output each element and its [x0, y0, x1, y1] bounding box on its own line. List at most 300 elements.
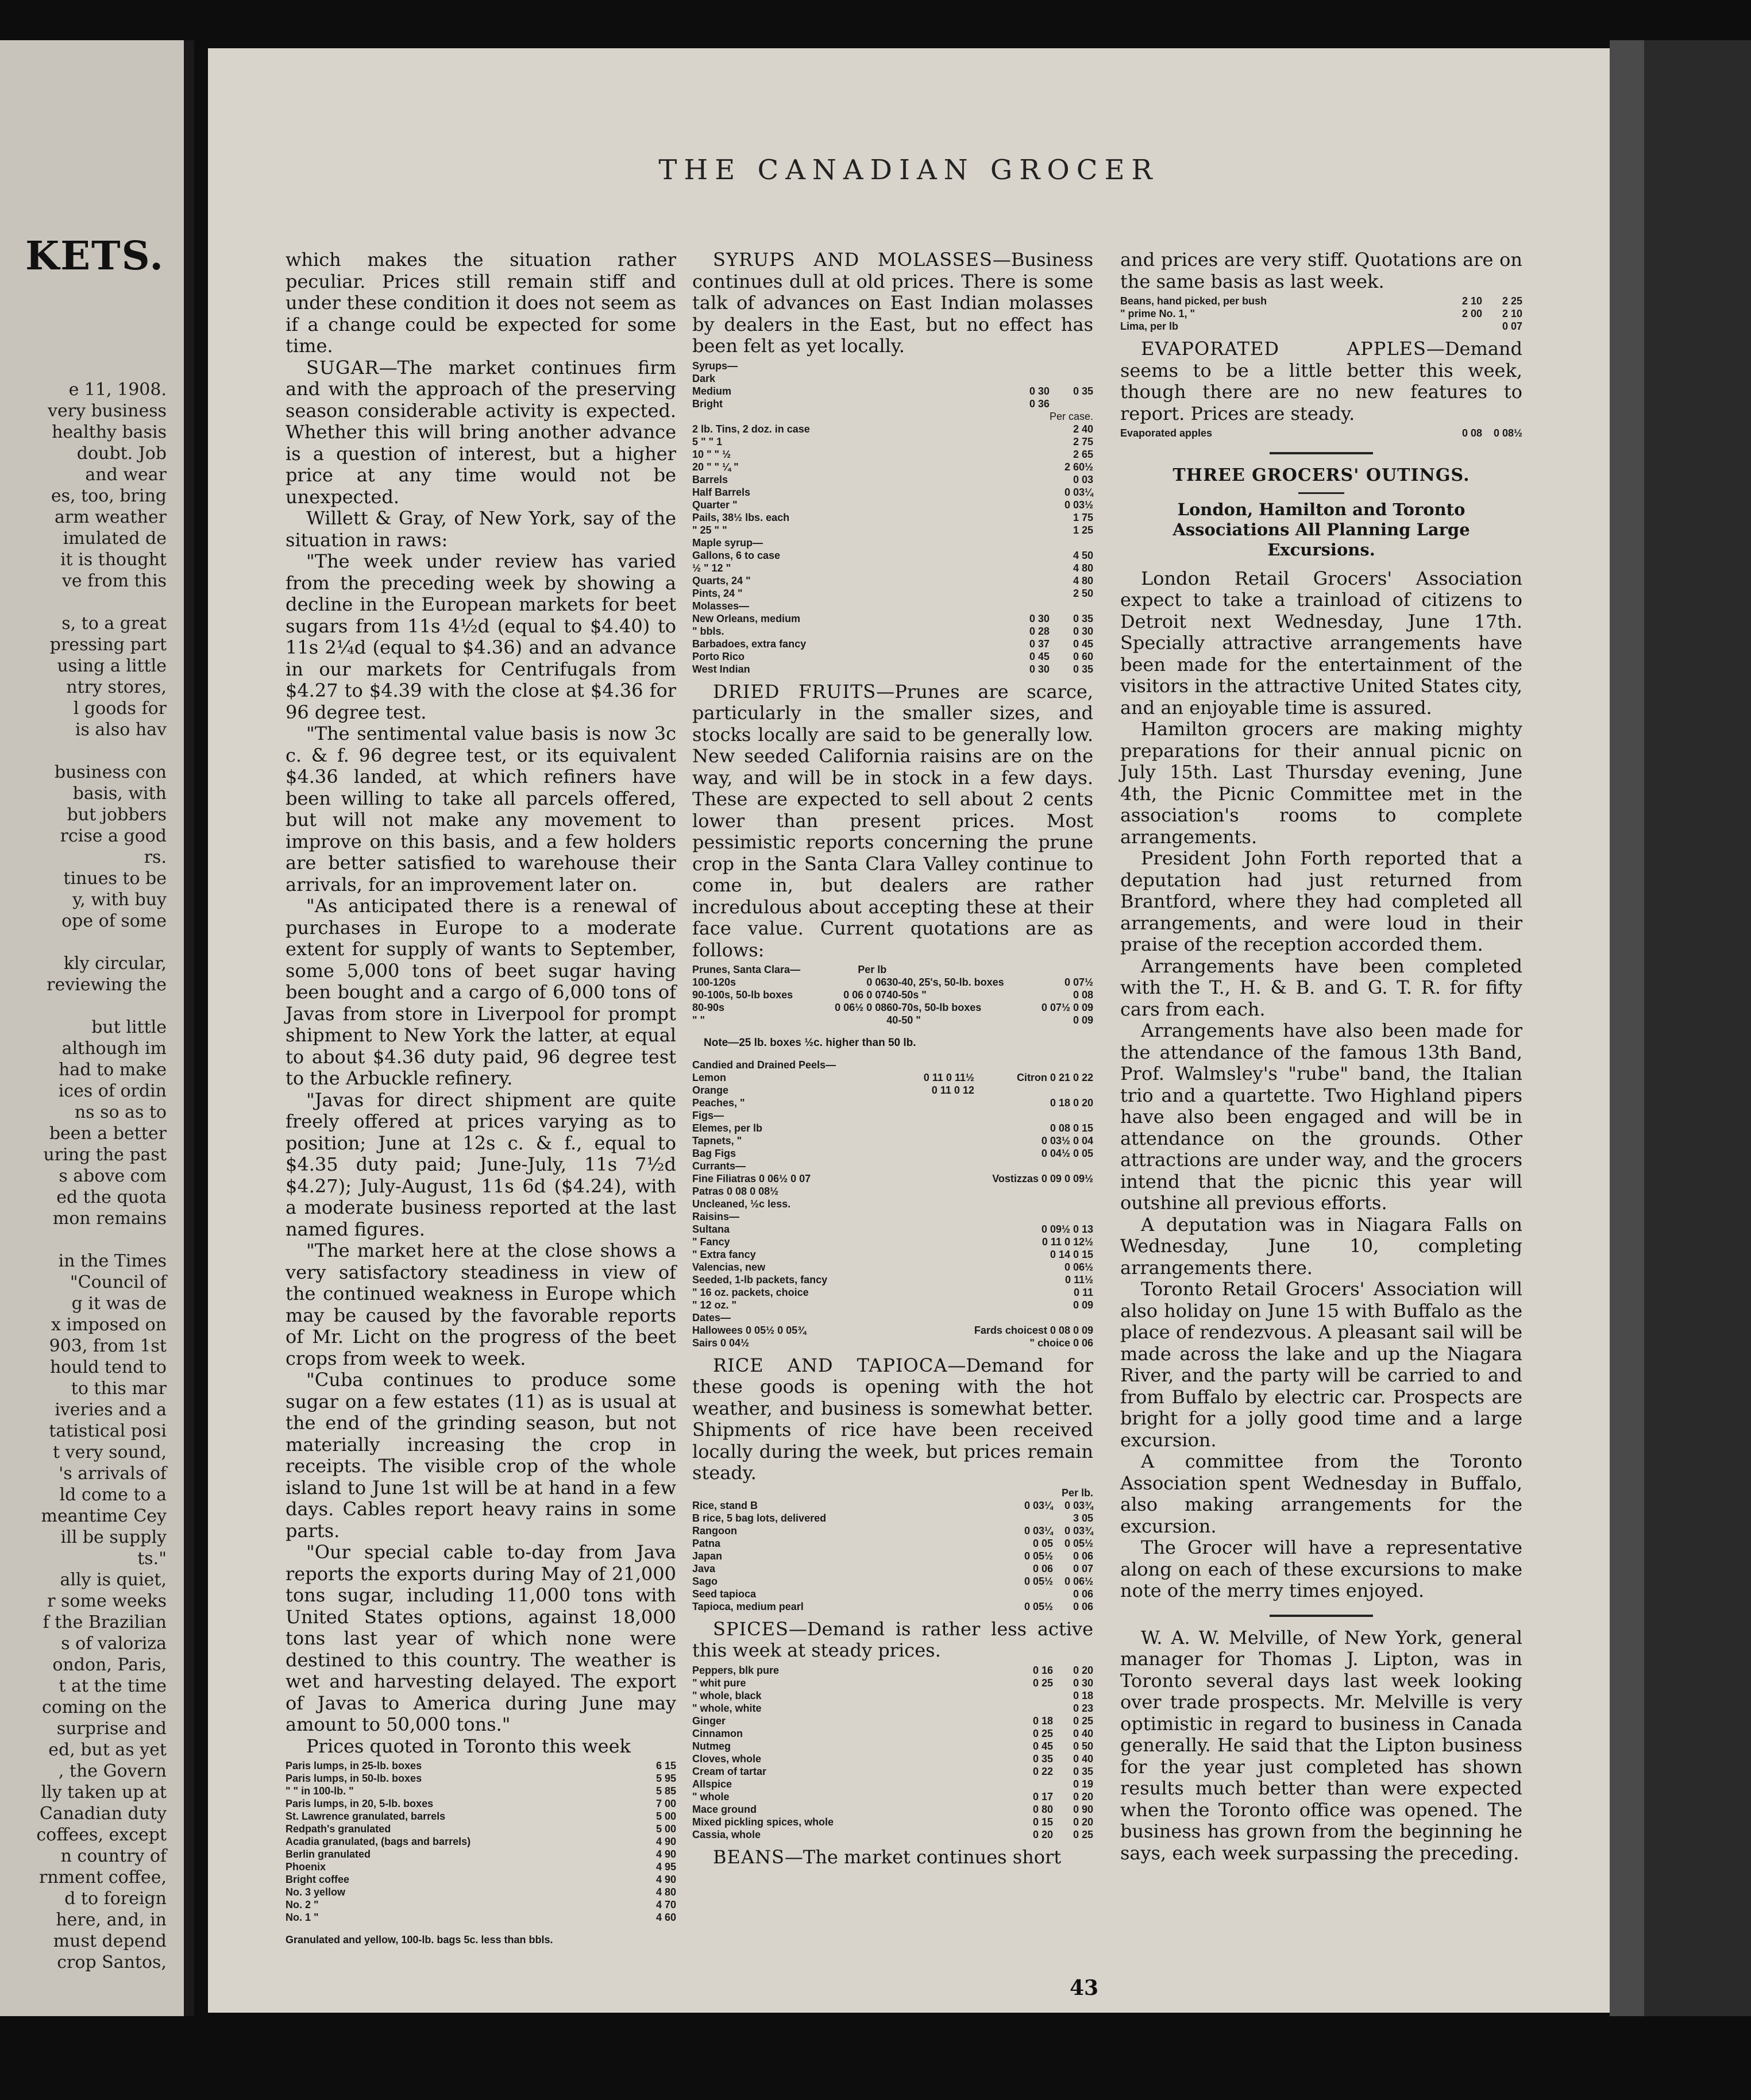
item-price: 0 08 0 15	[1050, 1122, 1093, 1134]
facing-page-line: business con	[54, 762, 167, 782]
item-price: 0 30	[1029, 385, 1050, 397]
item-price	[1009, 372, 1050, 385]
item-price: 0 06 0 07	[843, 989, 887, 1001]
price-row	[286, 1886, 676, 1898]
item-name: " whit pure	[692, 1677, 746, 1689]
item-price: 5 95	[655, 1773, 676, 1784]
item-price: 4 90	[655, 1874, 676, 1885]
facing-page-line: rs.	[144, 847, 167, 867]
running-head: THE CANADIAN GROCER	[658, 154, 1159, 186]
price-row	[692, 435, 1093, 448]
item-price: 0 40	[1073, 1727, 1093, 1739]
item-price: 0 04½ 0 05	[1041, 1147, 1093, 1159]
item-price	[1009, 486, 1050, 499]
facing-page-line	[0, 932, 167, 953]
item-price	[924, 1059, 974, 1071]
item-price: 0 90	[1073, 1803, 1093, 1815]
item-price: Vostizzas 0 09 0 09½	[992, 1172, 1093, 1184]
item-price: 0 18	[1032, 1715, 1053, 1727]
item-name: Uncleaned, ½c less.	[692, 1198, 791, 1210]
item-price	[1050, 372, 1093, 385]
item-price: 0 03¼	[1064, 486, 1093, 498]
item-price	[835, 1014, 886, 1026]
item-price: 5 85	[655, 1785, 676, 1797]
facing-page-heading: KETS.	[25, 233, 164, 279]
item-name: " whole, black	[692, 1689, 762, 1701]
column-3	[1120, 249, 1522, 1864]
paragraph: "Cuba continues to produce some sugar on a few estates (11) as is usual at the end of the grinding season, but not materially increasing the crop in receipts. The visible crop of the whole island to June 1st will be at hand in a few days. Cables report heavy rains in some parts.	[286, 1369, 676, 1542]
facing-page-line: ondon, Paris,	[52, 1655, 167, 1675]
price-row	[692, 1828, 1093, 1841]
item-price: 2 50	[1073, 587, 1093, 599]
item-price: 0 16	[1032, 1664, 1053, 1676]
item-name: 5 " " 1	[692, 435, 723, 447]
item-price	[1050, 600, 1093, 612]
item-price: 3 05	[1073, 1512, 1093, 1524]
facing-page-line: but jobbers	[67, 805, 167, 825]
item-price: 0 09	[1073, 1014, 1093, 1026]
price-row	[692, 1147, 1093, 1160]
item-price: 2 25	[1502, 295, 1522, 307]
item-price: 1 75	[1073, 511, 1093, 523]
facing-page-line: imulated de	[63, 528, 167, 549]
item-price: 2 00	[1461, 308, 1482, 319]
item-price: 0 14 0 15	[1050, 1248, 1093, 1260]
paragraph: Arrangements have been completed with the T., H. & B. and G. T. R. for fifty cars from each.	[1120, 955, 1522, 1020]
price-row	[692, 397, 1093, 410]
item-price	[974, 1059, 1093, 1071]
facing-page-line: rcise a good	[60, 826, 167, 846]
paragraph: "Our special cable to-day from Java reports the exports during May of 21,000 tons sugar, including 11,000 tons with United States options, against 18,000 tons last year of which none were destined to this country. The weather is wet and harvesting delayed. The export of Javas to America during June may amount to 50,000 tons."	[286, 1541, 676, 1735]
item-price: 0 35	[1073, 612, 1093, 624]
price-row	[286, 1835, 676, 1848]
item-price: Citron 0 21 0 22	[1016, 1071, 1093, 1083]
facing-page-line	[0, 592, 167, 613]
item-price: 0 03¼	[1024, 1499, 1053, 1511]
price-row	[692, 1765, 1093, 1778]
price-row	[692, 625, 1093, 638]
price-row	[286, 1772, 676, 1785]
facing-page-line: ed, but as yet	[48, 1740, 167, 1760]
item-price	[924, 1109, 974, 1122]
paragraph: A deputation was in Niagara Falls on Wednesday, June 10, completing arrangements there.	[1120, 1213, 1522, 1279]
item-price: 0 06	[866, 976, 887, 988]
facing-page-line: g it was de	[71, 1294, 167, 1314]
item-price: 0 35	[1073, 385, 1093, 397]
price-row	[692, 1210, 1093, 1223]
section-lead: SPICES	[713, 1618, 789, 1640]
item-name: Barrels	[692, 473, 728, 485]
item-price: 4 95	[655, 1861, 676, 1873]
price-row	[692, 1172, 1093, 1185]
item-price	[1009, 473, 1050, 486]
paragraph: W. A. W. Melville, of New York, general manager for Thomas J. Lipton, was in Toronto several days last week looking over trade prospects. Mr. Melville is very optimistic in regard to business in Canada generally. He said that the Lipton business for the year just completed has shown results much better than were expected when the Toronto office was opened. The business has grown from the beginning he says, each week surpassing the preceding.	[1120, 1626, 1522, 1864]
item-price: 0 03½ 0 04	[1041, 1134, 1093, 1146]
item-price: 4 90	[655, 1848, 676, 1860]
paragraph: Arrangements have also been made for the attendance of the famous 13th Band, Prof. Walmsley's "rube" band, the Italian trio and a quartette. Two Highland pipers have also been engaged and will be in attendance on the grounds. Other attractions are under way, and the grocers intend that the picnic this year will outshine all previous efforts.	[1120, 1020, 1522, 1214]
item-name: Molasses—	[692, 600, 750, 612]
price-row	[286, 1810, 676, 1823]
item-price: 0 11 0 11½	[923, 1071, 974, 1083]
price-row	[692, 1299, 1093, 1311]
facing-page-line: tatistical posi	[49, 1421, 167, 1441]
item-price: 0 20	[1073, 1664, 1093, 1676]
facing-page-line: using a little	[57, 656, 167, 676]
facing-page-line: tinues to be	[63, 868, 167, 889]
item-price: 6 15	[655, 1760, 676, 1771]
facing-page-line: healthy basis	[52, 422, 167, 442]
item-name: Patras 0 08 0 08½	[692, 1185, 779, 1197]
item-price	[1013, 1778, 1053, 1790]
item-name: Dates—	[692, 1311, 731, 1323]
item-name: Pints, 24 "	[692, 587, 743, 599]
item-price	[1009, 410, 1050, 423]
item-price: 0 05½	[1024, 1550, 1053, 1562]
price-row	[1120, 427, 1522, 439]
price-row	[692, 612, 1093, 625]
facing-page-line: mon remains	[52, 1209, 167, 1229]
item-price: 0 45	[1073, 638, 1093, 650]
price-row	[286, 1759, 676, 1772]
item-price: 0 23	[1073, 1702, 1093, 1714]
item-price	[1009, 524, 1050, 536]
item-price	[1013, 1588, 1053, 1600]
paragraph: SUGAR—The market continues firm and with the approach of the preserving season considerable activity is expected. Whether this will bring another advance is a question of interest, but a higher price at any time would not be unexpected.	[286, 356, 676, 508]
item-name: " whole, white	[692, 1702, 762, 1714]
facing-page-line: had to make	[59, 1060, 167, 1080]
item-name: " Fancy	[692, 1236, 730, 1248]
item-price: 0 25	[1032, 1727, 1053, 1739]
item-name: Half Barrels	[692, 486, 751, 498]
paragraph: EVAPORATED APPLES—Demand seems to be a little better this week, though there are no new features to report. Prices are steady.	[1120, 338, 1522, 424]
item-price: 2 60½	[1064, 461, 1093, 473]
price-row	[286, 1898, 676, 1911]
spices-price-table	[692, 1664, 1093, 1841]
item-name: 10 " " ½	[692, 448, 731, 460]
item-price	[1009, 574, 1050, 587]
item-name: Paris lumps, in 50-lb. boxes	[286, 1773, 422, 1784]
item-price: 0 08	[1461, 427, 1482, 439]
item-name: Fine Filiatras 0 06½ 0 07	[692, 1172, 811, 1184]
item-name: " " in 100-lb. "	[286, 1785, 354, 1797]
item-name: 40-50s "	[886, 989, 927, 1001]
price-row	[692, 1803, 1093, 1816]
facing-page-line: ve from this	[61, 571, 167, 591]
item-price: 0 45	[1029, 650, 1050, 662]
item-price	[924, 1324, 974, 1337]
item-name: Berlin granulated	[286, 1848, 371, 1860]
item-price	[924, 1236, 974, 1248]
facing-page-line: and wear	[85, 465, 167, 485]
item-price	[1009, 499, 1050, 511]
item-name: Sago	[692, 1575, 718, 1587]
item-name: " 25 " "	[692, 524, 727, 536]
item-price: 0 17	[1032, 1790, 1053, 1802]
paragraph: "The sentimental value basis is now 3c c. & f. 96 degree test, or its equivalent $4.36 landed, at which refiners have been willing to take all parcels offered, but will not make any movement to improve on this basis, and a few holders are better satisfied to warehouse their arrivals, for an improvement later on.	[286, 723, 676, 895]
facing-page-line: r some weeks	[47, 1591, 167, 1611]
item-price	[924, 1223, 974, 1236]
item-name: Sairs 0 04½	[692, 1337, 750, 1349]
facing-page-line: s above com	[59, 1166, 167, 1186]
price-row	[286, 1797, 676, 1810]
price-row	[692, 989, 1093, 1001]
price-row	[692, 360, 1093, 372]
item-name: ½ " 12 "	[692, 562, 731, 574]
item-name: Medium	[692, 385, 732, 397]
price-row	[692, 1059, 1093, 1071]
prunes-per: Per lb	[858, 964, 887, 975]
section-lead: SUGAR	[306, 356, 379, 379]
item-price: 0 35	[1073, 663, 1093, 675]
item-name: Hallowees 0 05½ 0 05¾	[692, 1324, 807, 1336]
item-name: Japan	[692, 1550, 723, 1562]
price-row	[692, 1337, 1093, 1349]
item-name: Syrups—	[692, 360, 738, 372]
paragraph: The Grocer will have a representative along on each of these excursions to make note of the merry times enjoyed.	[1120, 1537, 1522, 1601]
price-row	[692, 1727, 1093, 1740]
item-price: 0 07½	[1064, 976, 1093, 988]
dried-fruits-table	[692, 1059, 1093, 1349]
price-row	[692, 638, 1093, 650]
section-lead: RICE AND TAPIOCA	[713, 1354, 948, 1376]
item-name: Lima, per lb	[1120, 321, 1179, 332]
price-row	[1120, 307, 1522, 320]
section-lead: DRIED FRUITS	[713, 680, 877, 702]
item-name: New Orleans, medium	[692, 612, 801, 624]
sugar-price-table	[286, 1759, 676, 1924]
price-row	[692, 1600, 1093, 1613]
item-price: 0 07	[1502, 321, 1522, 332]
item-price: 2 40	[1073, 423, 1093, 435]
item-price	[924, 1097, 974, 1109]
item-price: 2 75	[1073, 435, 1093, 447]
item-name: 40-50 "	[886, 1014, 921, 1026]
price-row	[692, 574, 1093, 587]
facing-page-fragment	[0, 40, 194, 2016]
price-row	[692, 976, 1093, 989]
item-name: " Extra fancy	[692, 1248, 756, 1260]
item-price	[974, 1109, 1093, 1122]
price-row	[692, 1248, 1093, 1261]
facing-page-line: s of valoriza	[61, 1634, 167, 1654]
price-row	[692, 1071, 1093, 1084]
price-row	[692, 1816, 1093, 1828]
item-name: 60-70s, 50-lb boxes	[886, 1002, 982, 1013]
page-number: 43	[1070, 1976, 1099, 2000]
item-name: Mace ground	[692, 1803, 757, 1815]
item-price: 0 60	[1073, 650, 1093, 662]
item-price	[924, 1122, 974, 1134]
item-price	[974, 1160, 1093, 1172]
item-price: 0 03¼	[1024, 1524, 1053, 1537]
facing-page-line: very business	[48, 401, 167, 421]
item-price: 1 25	[1073, 524, 1093, 536]
facing-page-line: here, and, in	[56, 1910, 167, 1930]
facing-page-line: ices of ordin	[58, 1081, 167, 1101]
item-price: 0 08	[1073, 989, 1093, 1001]
facing-page-line: hould tend to	[49, 1357, 167, 1377]
item-name: Beans, hand picked, per bush	[1120, 295, 1267, 307]
item-name: 20 " " ¼ "	[692, 461, 739, 473]
item-name: Sultana	[692, 1223, 730, 1235]
item-price: 0 05½	[1064, 1537, 1093, 1549]
item-price	[924, 1160, 974, 1172]
price-row	[692, 1185, 1093, 1198]
price-row	[692, 1236, 1093, 1248]
item-price	[1009, 360, 1050, 372]
item-price	[924, 1198, 974, 1210]
price-row	[286, 1860, 676, 1873]
price-row	[286, 1785, 676, 1797]
facing-page-line: n country of	[60, 1846, 167, 1866]
item-price	[1009, 511, 1050, 524]
paragraph: SPICES—Demand is rather less active this week at steady prices.	[692, 1618, 1093, 1661]
syrups-price-table	[692, 360, 1093, 675]
item-price: 0 20	[1073, 1816, 1093, 1828]
facing-page-line: ed the quota	[56, 1187, 167, 1207]
item-price: 0 07	[1073, 1562, 1093, 1574]
facing-page-line: but little	[91, 1017, 167, 1037]
facing-page-line: uring the past	[43, 1145, 167, 1165]
item-price: 0 80	[1032, 1803, 1053, 1815]
price-row	[692, 1537, 1093, 1550]
facing-page-line: must depend	[53, 1931, 167, 1951]
price-row	[692, 473, 1093, 486]
facing-page-line: to this mar	[71, 1379, 167, 1399]
item-price	[974, 1185, 1093, 1198]
item-name: Pails, 38½ lbs. each	[692, 511, 790, 523]
item-name: Orange	[692, 1084, 729, 1096]
item-name: Dark	[692, 372, 716, 384]
item-price	[1009, 536, 1050, 549]
paragraph: "As anticipated there is a renewal of purchases in Europe to a moderate extent for supply of wants to September, some 5,000 tons of beet sugar having been bought and a cargo of 6,000 tons of Javas from store in Liverpool for prompt shipment to New York the latter, at equal to about $4.36 duty paid, 96 degree test to the Arbuckle refinery.	[286, 895, 676, 1089]
item-price: 7 00	[655, 1798, 676, 1809]
price-row	[1120, 320, 1522, 333]
item-price: 2 65	[1073, 448, 1093, 460]
paragraph: "The market here at the close shows a very satisfactory steadiness in view of the continued weakness in Europe which may be caused by the favorable reports of Mr. Licht on the progress of the beet crops from week to week.	[286, 1240, 676, 1369]
price-row	[692, 1223, 1093, 1236]
item-name: Ginger	[692, 1715, 726, 1727]
facing-page-line: arm weather	[55, 507, 167, 527]
item-name: Porto Rico	[692, 650, 745, 662]
facing-page-line: ope of some	[61, 911, 167, 931]
facing-page-line: although im	[61, 1039, 167, 1059]
facing-page-line: t very sound,	[53, 1442, 167, 1462]
item-name: Java	[692, 1562, 716, 1574]
price-row	[692, 1097, 1093, 1109]
facing-page-text	[0, 379, 167, 1973]
item-price: Fards choicest 0 08 0 09	[974, 1324, 1093, 1336]
paragraph: DRIED FRUITS—Prunes are scarce, particularly in the smaller sizes, and stocks locally are said to be generally low. New seeded California raisins are on the way, and will be in stock in a few days. These are expected to sell about 2 cents lower than present prices. Most pessimistic reports concerning the prune crop in the Santa Clara Valley continue to come in, but dealers are rather incredulous about accepting these at their face value. Current quotations are as follows:	[692, 680, 1094, 961]
item-name: " "	[692, 1014, 705, 1026]
price-row	[286, 1848, 676, 1860]
item-price: 0 03¾	[1064, 1499, 1093, 1511]
item-name: Nutmeg	[692, 1740, 731, 1752]
facing-page-line: Canadian duty	[39, 1804, 167, 1824]
facing-page-line: ntry stores,	[66, 677, 167, 697]
rice-price-table	[692, 1487, 1093, 1613]
item-price: 0 30	[1073, 1677, 1093, 1689]
item-name: Figs—	[692, 1109, 724, 1121]
item-price: 2 10	[1461, 295, 1482, 307]
item-price	[1009, 461, 1050, 473]
price-row	[692, 1550, 1093, 1562]
facing-page-line: x imposed on	[51, 1315, 167, 1335]
item-name: Patna	[692, 1537, 721, 1549]
price-row	[692, 562, 1093, 574]
price-row	[692, 1286, 1093, 1299]
item-name: Bright coffee	[286, 1874, 350, 1885]
price-row	[692, 1001, 1093, 1014]
price-row	[692, 1324, 1093, 1337]
facing-page-line: crop Santos,	[57, 1952, 167, 1972]
paragraph: and prices are very stiff. Quotations are on the same basis as last week.	[1120, 249, 1522, 292]
item-price	[1009, 600, 1050, 612]
facing-page-line: t at the time	[59, 1676, 167, 1696]
price-row	[286, 1873, 676, 1886]
item-name: Maple syrup—	[692, 536, 763, 549]
price-row	[692, 1778, 1093, 1790]
item-name: Acadia granulated, (bags and barrels)	[286, 1836, 471, 1847]
facing-page-line: it is thought	[60, 550, 167, 570]
price-row	[692, 1014, 1093, 1026]
paragraph: Willett & Gray, of New York, say of the situation in raws:	[286, 507, 676, 551]
prunes-note: Note—25 lb. boxes ½c. higher than 50 lb.	[704, 1037, 916, 1049]
item-price: 0 06	[1032, 1562, 1053, 1574]
item-price: 0 05½	[1024, 1600, 1053, 1612]
price-row	[692, 1122, 1093, 1134]
column-1	[286, 249, 676, 1951]
facing-page-line: ns so as to	[74, 1102, 167, 1122]
facing-page-line: l goods for	[73, 698, 167, 719]
item-price: 0 08½	[1493, 427, 1522, 439]
price-row	[286, 1911, 676, 1924]
item-name: Rice, stand B	[692, 1499, 758, 1511]
price-row	[1120, 295, 1522, 307]
facing-page-line: f the Brazilian	[43, 1612, 167, 1632]
item-name: Seeded, 1-lb packets, fancy	[692, 1273, 828, 1286]
price-row	[692, 1790, 1093, 1803]
price-row	[692, 600, 1093, 612]
item-name: 80-90s	[692, 1002, 725, 1013]
item-price: 0 30	[1029, 612, 1050, 624]
divider	[1270, 1615, 1373, 1617]
prunes-price-table	[692, 963, 1093, 1026]
item-price: 4 80	[1073, 574, 1093, 586]
prunes-heading: Prunes, Santa Clara—	[692, 964, 801, 975]
facing-page-line: "Council of	[70, 1272, 167, 1292]
item-price	[924, 1147, 974, 1160]
item-price	[924, 1337, 974, 1349]
price-row	[692, 511, 1093, 524]
item-price	[924, 1172, 974, 1185]
price-row	[692, 1752, 1093, 1765]
price-row	[692, 1499, 1093, 1512]
price-row	[692, 1715, 1093, 1727]
paragraph: SYRUPS AND MOLASSES—Business continues dull at old prices. There is some talk of advances on East Indian molasses by dealers in the East, but no effect has been felt as yet locally.	[692, 249, 1093, 357]
item-price: 5 00	[655, 1823, 676, 1835]
facing-page-line	[0, 740, 167, 762]
item-price: 4 50	[1073, 549, 1093, 561]
facing-page-line: ld come to a	[59, 1485, 167, 1505]
item-price: 0 35	[1073, 1765, 1093, 1777]
item-price: 0 50	[1073, 1740, 1093, 1752]
item-name: " 12 oz. "	[692, 1299, 737, 1311]
facing-page-line: doubt. Job	[76, 443, 167, 464]
item-price: 4 80	[1073, 562, 1093, 574]
item-price	[1009, 423, 1050, 435]
item-name: Currants—	[692, 1160, 746, 1172]
